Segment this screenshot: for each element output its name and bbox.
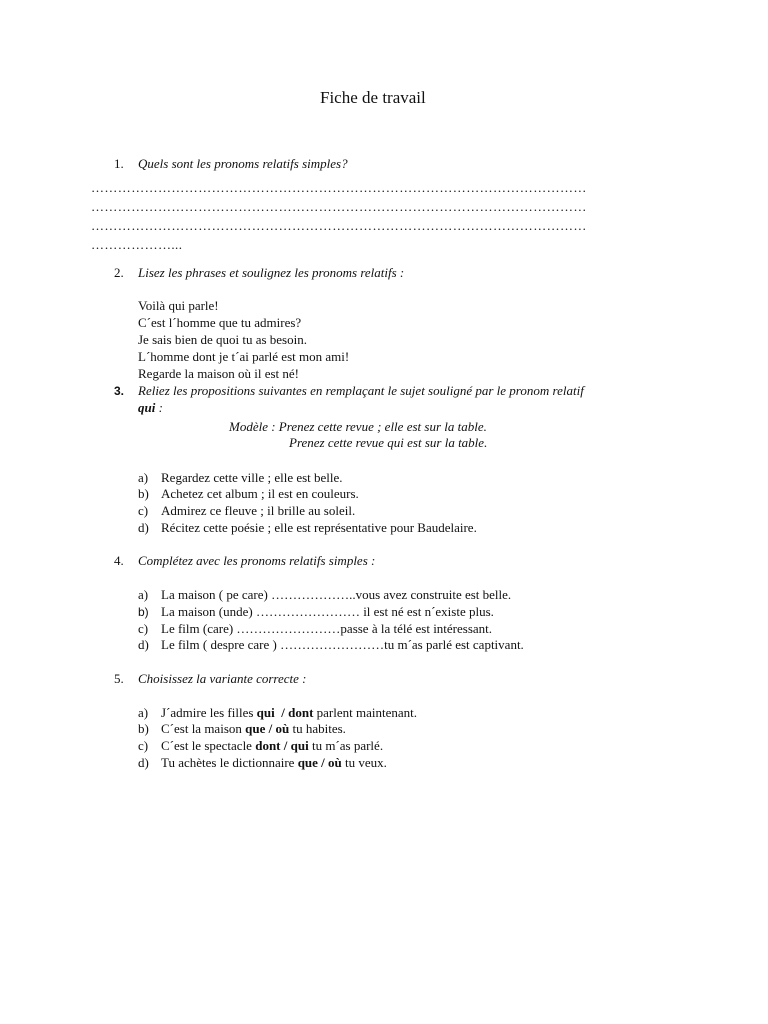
- q3-item-text: Admirez ce fleuve ; il brille au soleil.: [161, 503, 356, 518]
- q5-item-before: Tu achètes le dictionnaire: [161, 755, 298, 770]
- model-line-2: Prenez cette revue qui est sur la table.: [289, 435, 488, 450]
- model-line-1: Modèle : Prenez cette revue ; elle est sur la table.: [229, 419, 487, 434]
- question-4-number: 4.: [114, 553, 124, 568]
- q4-item-text: La maison (unde) …………………… il est né est n´existe plus.: [161, 604, 494, 619]
- sentence-4: L´homme dont je t´ai parlé est mon ami!: [138, 349, 350, 364]
- question-2-text: Lisez les phrases et soulignez les pronoms relatifs :: [138, 265, 405, 280]
- question-3-text-cont: [138, 400, 163, 416]
- q4-item-text: Le film (care) ……………………passe à la télé est intéressant.: [161, 621, 493, 636]
- sentence-5: Regarde la maison où il est né!: [138, 366, 300, 381]
- sentence-2: C´est l´homme que tu admires?: [138, 315, 302, 330]
- q5-item-label: c): [138, 738, 149, 753]
- q5-item-before: C´est le spectacle: [161, 738, 256, 753]
- q5-item-after: tu m´as parlé.: [308, 738, 384, 753]
- q5-item-after: tu habites.: [289, 721, 346, 736]
- question-3-colon: :: [155, 400, 163, 415]
- question-5-text: Choisissez la variante correcte :: [138, 671, 307, 686]
- page-title: Fiche de travail: [320, 88, 426, 107]
- q5-item-text: [161, 721, 346, 737]
- q5-item-before: J´admire les filles: [161, 705, 257, 720]
- q5-item-text: [161, 705, 417, 721]
- answer-line-1: …………………………………………………………………………………………………: [91, 180, 587, 195]
- q4-item-label: b): [138, 605, 149, 619]
- q3-item-text: Récitez cette poésie ; elle est représentative pour Baudelaire.: [161, 520, 477, 535]
- question-3-bold-word: qui: [138, 400, 156, 415]
- q5-item-after: tu veux.: [341, 755, 387, 770]
- question-5-number: 5.: [114, 671, 124, 686]
- question-4-text: Complétez avec les pronoms relatifs simples :: [138, 553, 376, 568]
- q5-item-before: C´est la maison: [161, 721, 246, 736]
- q3-item-label: c): [138, 503, 149, 518]
- q3-item-label: a): [138, 470, 149, 485]
- question-3-text: Reliez les propositions suivantes en remplaçant le sujet souligné par le pronom relatif: [138, 383, 584, 398]
- q3-item-label: d): [138, 520, 149, 535]
- sentence-3: Je sais bien de quoi tu as besoin.: [138, 332, 307, 347]
- q5-item-label: d): [138, 755, 149, 770]
- q3-item-text: Regardez cette ville ; elle est belle.: [161, 470, 343, 485]
- question-1-text: Quels sont les pronoms relatifs simples?: [138, 156, 348, 171]
- sentence-1: Voilà qui parle!: [138, 298, 219, 313]
- q5-item-after: parlent maintenant.: [313, 705, 418, 720]
- answer-line-2: …………………………………………………………………………………………………: [91, 199, 587, 214]
- q5-item-choices: dont / qui: [255, 738, 309, 753]
- q5-item-choices: qui / dont: [256, 705, 314, 720]
- q5-item-text: [161, 738, 383, 754]
- q5-item-choices: que / où: [297, 755, 342, 770]
- q5-item-text: [161, 755, 387, 771]
- q4-item-label: d): [138, 637, 149, 652]
- q3-item-text: Achetez cet album ; il est en couleurs.: [161, 486, 359, 501]
- question-1-number: 1.: [114, 156, 124, 171]
- q4-item-text: La maison ( pe care) ………………..vous avez construite est belle.: [161, 587, 512, 602]
- q4-item-text: Le film ( despre care ) ……………………tu m´as parlé est captivant.: [161, 637, 524, 652]
- q4-item-label: a): [138, 587, 149, 602]
- q5-item-label: b): [138, 721, 149, 736]
- question-2-number: 2.: [114, 265, 124, 280]
- q5-item-label: a): [138, 705, 149, 720]
- q5-item-choices: que / où: [245, 721, 290, 736]
- answer-line-3: …………………………………………………………………………………………………: [91, 218, 587, 233]
- question-3-number: 3.: [114, 384, 125, 398]
- q3-item-label: b): [138, 486, 149, 501]
- q4-item-label: c): [138, 621, 149, 636]
- answer-line-4: ………………...: [91, 237, 183, 252]
